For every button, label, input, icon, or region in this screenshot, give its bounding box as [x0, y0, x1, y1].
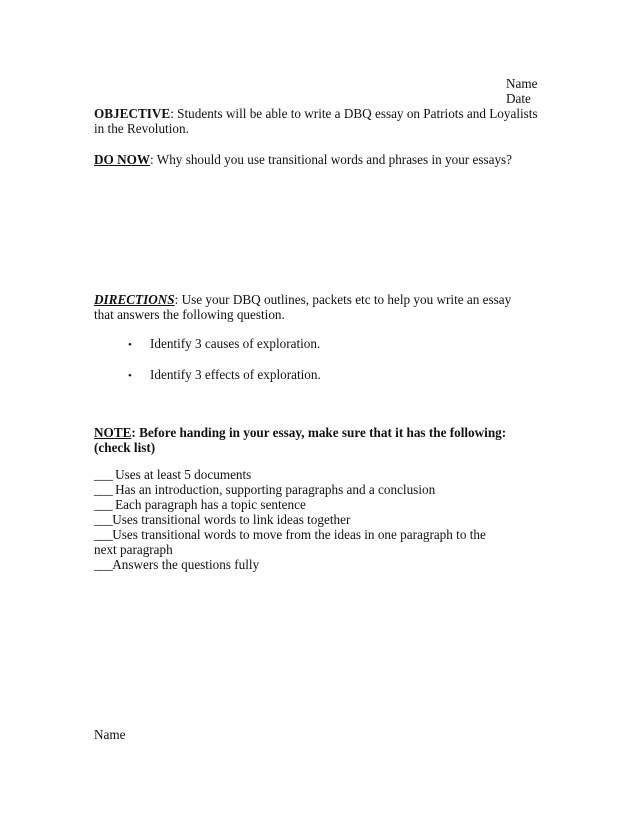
check-blank: ___: [94, 557, 113, 572]
list-item-text: Identify 3 causes of exploration.: [150, 336, 321, 351]
list-item: [128, 367, 321, 384]
objective-paragraph: [94, 106, 544, 136]
do-now-label: DO NOW: [94, 152, 151, 167]
checklist-item: [94, 497, 514, 512]
checklist-item: [94, 557, 514, 572]
checklist-item-text: Each paragraph has a topic sentence: [115, 497, 306, 512]
note-label: NOTE: [94, 425, 132, 440]
note-paragraph: [94, 425, 534, 455]
bullet-icon: •: [128, 370, 132, 382]
name-date-header: [506, 76, 616, 106]
objective-label: OBJECTIVE: [94, 106, 171, 121]
name-label: Name: [506, 76, 538, 91]
directions-paragraph: [94, 292, 524, 322]
list-item: [128, 336, 320, 353]
checklist-item-text: Uses transitional words to link ideas together: [112, 512, 351, 527]
do-now-paragraph: [94, 152, 564, 167]
checklist-item-text: Uses transitional words to move from the ideas in one paragraph to the next paragraph: [94, 527, 486, 557]
check-blank: ___: [94, 467, 116, 482]
checklist-item-text: Answers the questions fully: [112, 557, 260, 572]
directions-text: : Use your DBQ outlines, packets etc to help you write an essay that answers the following question.: [94, 292, 512, 322]
check-blank: ___: [94, 512, 113, 527]
check-blank: ___: [94, 527, 113, 542]
checklist-item: [94, 467, 514, 482]
checklist-item: [94, 512, 514, 527]
directions-label: DIRECTIONS: [94, 292, 175, 307]
footer-name-label: Name: [94, 727, 126, 742]
do-now-text: : Why should you use transitional words and phrases in your essays?: [150, 152, 513, 167]
check-blank: ___: [94, 497, 116, 512]
checklist: [94, 467, 514, 572]
check-blank: ___: [94, 482, 116, 497]
checklist-item-text: Uses at least 5 documents: [115, 467, 252, 482]
bullet-icon: •: [128, 339, 132, 351]
note-text: : Before handing in your essay, make sure that it has the following: (check list): [94, 425, 507, 455]
date-label: Date: [506, 91, 531, 106]
checklist-item-text: Has an introduction, supporting paragraphs and a conclusion: [115, 482, 436, 497]
checklist-item: [94, 482, 514, 497]
list-item-text: Identify 3 effects of exploration.: [150, 367, 321, 382]
checklist-item: [94, 527, 504, 557]
objective-text: : Students will be able to write a DBQ essay on Patriots and Loyalists in the Revolution.: [94, 106, 538, 136]
